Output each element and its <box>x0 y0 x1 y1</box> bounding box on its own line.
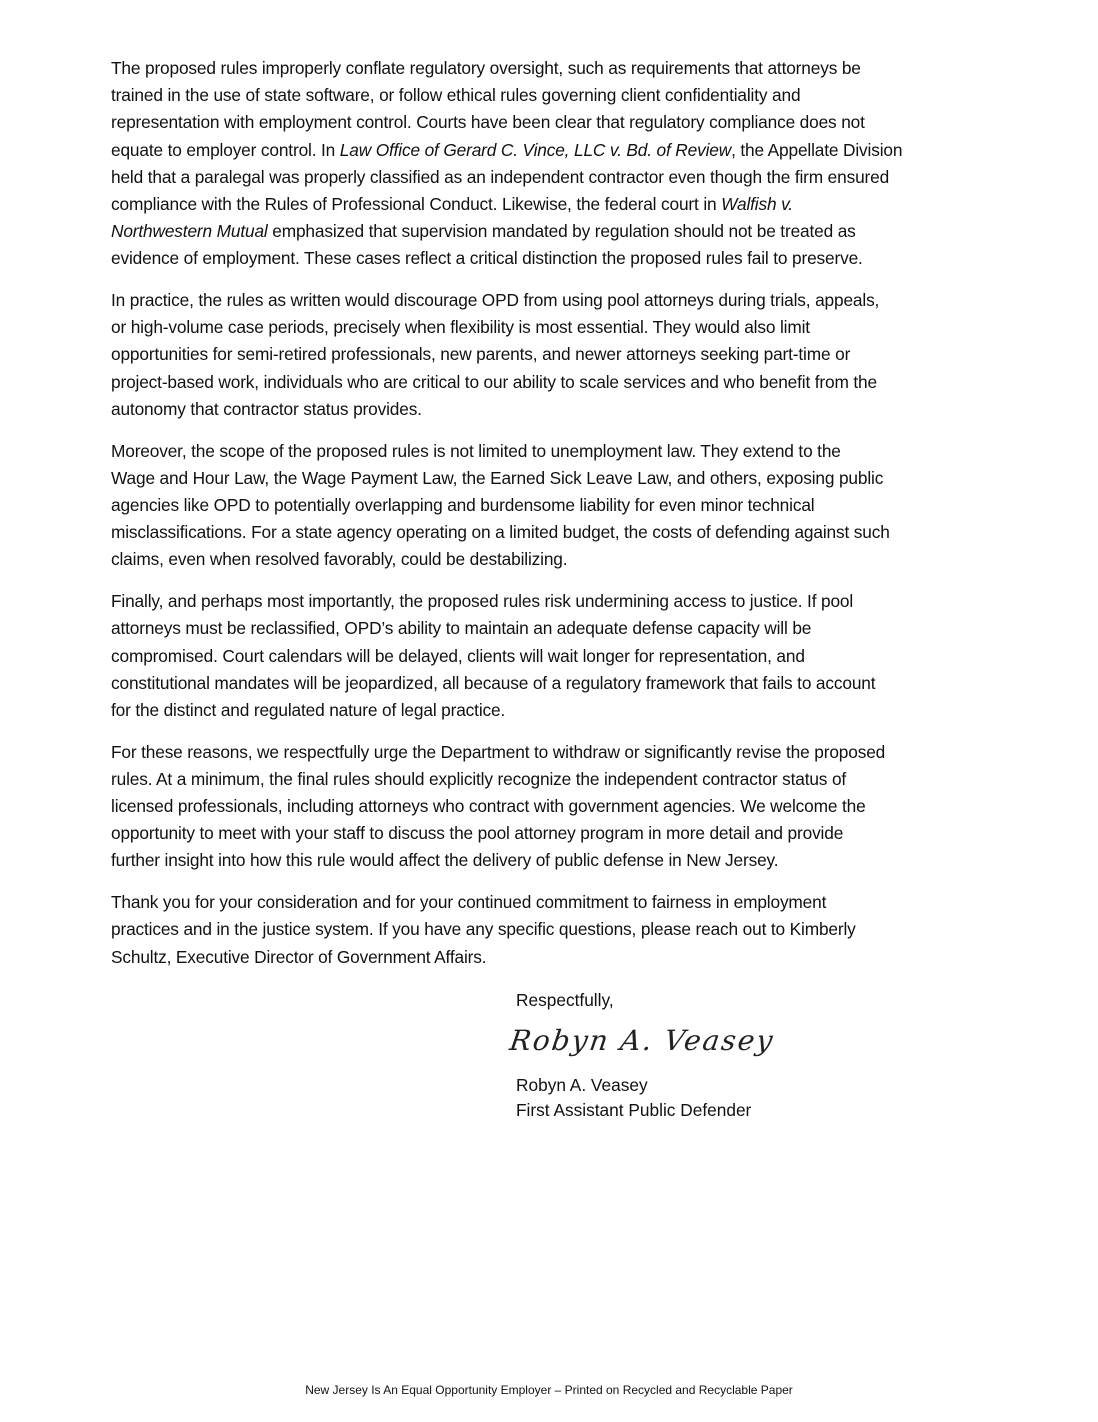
text-line <box>111 615 991 642</box>
text-segment: evidence of employment. These cases reflect a critical distinction the proposed rules fail to preserve. <box>111 248 863 269</box>
paragraph <box>111 588 991 724</box>
text-segment: or high-volume case periods, precisely when flexibility is most essential. They would also limit <box>111 317 810 338</box>
text-line <box>111 492 991 519</box>
case-citation: Law Office of Gerard C. Vince, LLC v. Bd. of Review <box>339 139 732 160</box>
text-segment: compromised. Court calendars will be delayed, clients will wait longer for representation, and <box>111 645 805 666</box>
text-line <box>111 82 991 109</box>
text-line <box>111 546 991 573</box>
text-segment: held that a paralegal was properly classified as an independent contractor even though the firm ensured <box>111 166 890 187</box>
text-segment: claims, even when resolved favorably, could be destabilizing. <box>111 549 568 570</box>
handwritten-signature: Robyn A. Veasey <box>507 1024 777 1057</box>
text-segment: licensed professionals, including attorneys who contract with government agencies. We welcome the <box>111 796 866 817</box>
case-citation: Northwestern Mutual <box>111 221 268 242</box>
text-segment: misclassifications. For a state agency operating on a limited budget, the costs of defending against such <box>111 522 890 543</box>
text-segment: compliance with the Rules of Professional Conduct. Likewise, the federal court in <box>111 193 722 214</box>
page-footer: New Jersey Is An Equal Opportunity Employer – Printed on Recycled and Recyclable Paper <box>305 1383 793 1397</box>
text-line <box>111 916 991 943</box>
closing: Respectfully, <box>516 990 614 1010</box>
text-line <box>111 766 991 793</box>
text-segment: Wage and Hour Law, the Wage Payment Law, the Earned Sick Leave Law, and others, exposing public <box>111 467 884 488</box>
text-line <box>111 341 991 368</box>
text-segment: Moreover, the scope of the proposed rules is not limited to unemployment law. They extend to the <box>111 440 841 461</box>
text-segment: The proposed rules improperly conflate regulatory oversight, such as requirements that attorneys be <box>111 58 861 78</box>
text-line <box>111 793 991 820</box>
text-segment: rules. At a minimum, the final rules should explicitly recognize the independent contractor status of <box>111 768 847 789</box>
paragraph <box>111 55 991 273</box>
text-line <box>111 519 991 546</box>
text-line <box>111 369 991 396</box>
text-segment: constitutional mandates will be jeopardized, all because of a regulatory framework that fails to account <box>111 672 876 693</box>
text-line <box>111 697 991 724</box>
text-segment: Schultz, Executive Director of Government Affairs. <box>111 946 487 967</box>
text-line <box>111 643 991 670</box>
signer-title: First Assistant Public Defender <box>516 1100 752 1120</box>
text-segment: equate to employer control. In <box>111 139 340 160</box>
text-line <box>111 55 991 82</box>
text-line <box>111 218 991 245</box>
text-segment: , the Appellate Division <box>731 139 903 160</box>
paragraph <box>111 889 991 971</box>
text-segment: practices and in the justice system. If you have any specific questions, please reach out to Kimberly <box>111 919 856 940</box>
text-segment: further insight into how this rule would affect the delivery of public defense in New Jersey. <box>111 850 779 871</box>
text-segment: In practice, the rules as written would discourage OPD from using pool attorneys during trials, appeals, <box>111 290 880 311</box>
text-segment: Thank you for your consideration and for your continued commitment to fairness in employment <box>111 892 827 913</box>
text-line <box>111 191 991 218</box>
text-segment: opportunities for semi-retired professionals, new parents, and newer attorneys seeking part-time or <box>111 344 851 365</box>
text-line <box>111 245 991 272</box>
text-segment: trained in the use of state software, or follow ethical rules governing client confidentiality and <box>111 85 801 106</box>
letter-body <box>111 55 991 985</box>
text-line <box>111 739 991 766</box>
text-segment: project-based work, individuals who are critical to our ability to scale services and who benefit from the <box>111 371 877 392</box>
paragraph <box>111 739 991 875</box>
text-segment: opportunity to meet with your staff to discuss the pool attorney program in more detail and provide <box>111 823 844 844</box>
text-segment: emphasized that supervision mandated by regulation should not be treated as <box>267 221 856 242</box>
text-line <box>111 109 991 136</box>
text-line <box>111 164 991 191</box>
text-line <box>111 588 991 615</box>
text-line <box>111 314 991 341</box>
text-line <box>111 944 991 971</box>
text-line <box>111 465 991 492</box>
text-line <box>111 670 991 697</box>
text-line <box>111 438 991 465</box>
paragraph <box>111 287 991 423</box>
text-line <box>111 396 991 423</box>
paragraph <box>111 438 991 574</box>
text-line <box>111 287 991 314</box>
text-line <box>111 820 991 847</box>
text-segment: representation with employment control. Courts have been clear that regulatory compliance does not <box>111 112 865 133</box>
text-segment: agencies like OPD to potentially overlapping and burdensome liability for even minor technical <box>111 495 815 515</box>
text-segment: For these reasons, we respectfully urge the Department to withdraw or significantly revise the proposed <box>111 741 886 762</box>
text-segment: autonomy that contractor status provides. <box>111 398 422 419</box>
text-segment: attorneys must be reclassified, OPD’s ability to maintain an adequate defense capacity will be <box>111 618 812 639</box>
text-line <box>111 889 991 916</box>
signer-name: Robyn A. Veasey <box>516 1075 648 1095</box>
case-citation: Walfish v. <box>721 193 793 214</box>
text-line <box>111 847 991 874</box>
text-segment: Finally, and perhaps most importantly, the proposed rules risk undermining access to justice. If pool <box>111 591 854 612</box>
text-line <box>111 137 991 164</box>
text-segment: for the distinct and regulated nature of legal practice. <box>111 699 506 720</box>
